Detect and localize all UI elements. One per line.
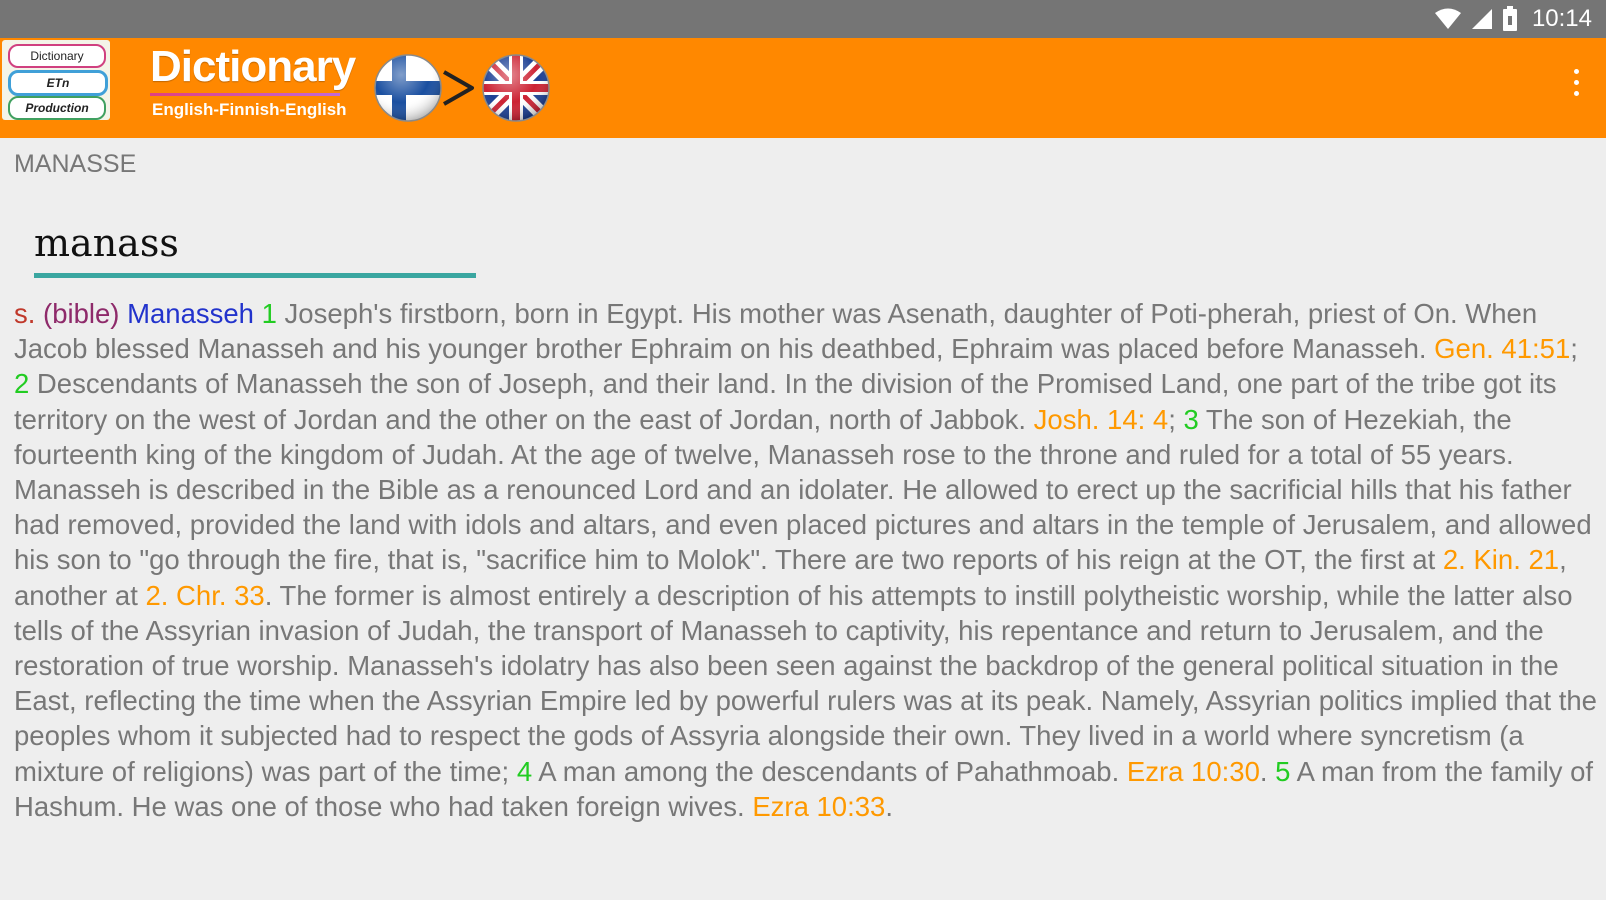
sense-text: Joseph's firstborn, born in Egypt. His mother was Asenath, daughter of Poti-pherah, priest of On. When Jacob blessed Manasseh and his younger brother Ephraim on his deathbed, Ephraim was placed before Manasseh. [14, 298, 1538, 365]
status-time: 10:14 [1531, 5, 1592, 32]
overflow-menu-button[interactable] [1566, 62, 1586, 102]
uk-flag-icon [480, 52, 552, 124]
battery-icon [1502, 6, 1518, 32]
separator: . [885, 790, 893, 822]
more-vert-icon-dot [1574, 80, 1579, 85]
logo-line-1: Dictionary [8, 44, 106, 68]
more-vert-icon-dot [1574, 69, 1579, 74]
usage-label: (bible) [43, 298, 120, 329]
logo-line-3: Production [8, 96, 106, 120]
logo-line-2: ETn [8, 70, 108, 96]
sense-text: Descendants of Manasseh the son of Joseph, and their land. In the division of the Promised Land, one part of the tribe got its territory on the west of Jordan and the other on the east of Jordan, north of Jabbok. [14, 368, 1557, 435]
sense-text: . The former is almost entirely a description of his attempts to instill polytheistic worship, while the latter also tells of the Assyrian invasion of Judah, the transport of Manasseh to captivity, his repentance and return to Jerusalem, and the restoration of true worship. Manasseh's idolatry has also been seen against the backdrop of the general political situation in the East, reflecting the time when the Assyrian Empire led by powerful rulers was at its peak. Namely, Assyrian politics implied that the peoples whom it subjected had to respect the gods of Assyria alongside their own. They lived in a world where syncretism (a mixture of religions) was part of the time; [14, 579, 1597, 787]
part-of-speech: s. [14, 298, 36, 329]
app-title: Dictionary [150, 42, 356, 91]
bible-reference-link[interactable]: Josh. 14: 4 [1033, 403, 1169, 435]
sense-number: 2 [14, 368, 30, 400]
bible-reference-link[interactable]: Ezra 10:30 [1126, 755, 1260, 787]
translation-word: Manasseh [127, 298, 254, 329]
sense-number: 3 [1183, 403, 1199, 435]
more-vert-icon-dot [1574, 91, 1579, 96]
search-underline [34, 273, 476, 278]
separator: . [1259, 755, 1276, 787]
title-underline [150, 93, 340, 96]
search-field [34, 218, 476, 280]
sense-text: A man from the family of Hashum. He was one of those who had taken foreign wives. [14, 755, 1594, 822]
sense-text: The son of Hezekiah, the fourteenth king of the kingdom of Judah. At the age of twelve, Manasseh rose to the throne and ruled for a total of 55 years. Manasseh is described in the Bible as a renounced Lord and an idolater. He allowed to erect up the sacrificial hills that his father had removed, provided the land with idols and altars, and even placed pictures and altars in the temple of Jerusalem, and allowed his son to "go through the fire, that is, "sacrifice him to Molok". There are two reports of his reign at the OT, the first at [14, 403, 1592, 576]
bible-reference-link[interactable]: 2. Chr. 33 [145, 579, 265, 611]
definition-text [14, 296, 1600, 824]
bible-reference-link[interactable]: Gen. 41:51 [1434, 333, 1571, 365]
sense-text: , another at [14, 544, 1567, 611]
bible-reference-link[interactable]: 2. Kin. 21 [1442, 544, 1560, 576]
sense-number: 5 [1275, 755, 1291, 787]
app-bar [0, 38, 1606, 138]
finland-flag-icon [372, 52, 444, 124]
cell-signal-icon [1470, 7, 1494, 31]
separator: ; [1570, 333, 1578, 365]
separator: ; [1168, 403, 1184, 435]
search-input[interactable] [34, 218, 476, 268]
app-subtitle: English-Finnish-English [152, 100, 347, 119]
sense-text: A man among the descendants of Pahathmoab. [532, 755, 1127, 787]
bible-reference-link[interactable]: Ezra 10:33 [752, 790, 886, 822]
arrow-right-icon [444, 72, 472, 104]
sense-number: 4 [516, 755, 533, 787]
app-logo[interactable] [2, 40, 110, 120]
wifi-icon [1434, 7, 1462, 31]
sense-number: 1 [261, 298, 277, 329]
status-icons [1434, 0, 1592, 38]
language-direction-toggle[interactable] [372, 52, 554, 124]
status-bar [0, 0, 1606, 38]
entry-headword: MANASSE [14, 150, 137, 178]
